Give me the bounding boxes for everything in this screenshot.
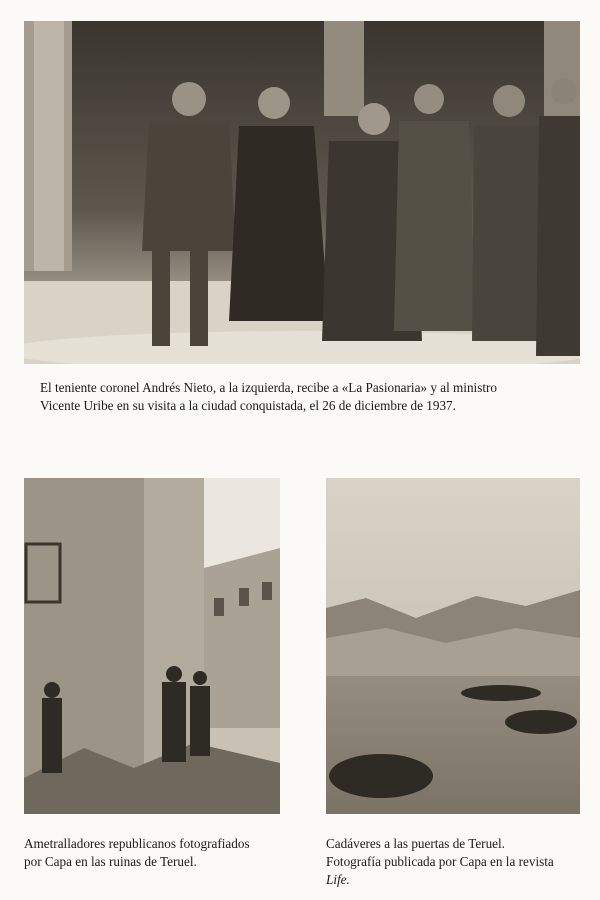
photo-bodies-gates (326, 478, 580, 814)
photo-machine-gunners (24, 478, 280, 814)
caption-bodies-gates-line-1: Cadáveres a las puertas de Teruel. (326, 836, 505, 851)
machine-gunners-image (24, 478, 280, 814)
photo-group-portrait (24, 21, 580, 364)
group-portrait-image (24, 21, 580, 364)
caption-machine-gunners-line-2: por Capa en las ruinas de Teruel. (24, 854, 197, 869)
caption-machine-gunners (24, 835, 250, 871)
caption-bodies-gates-line-3: Life. (326, 872, 350, 887)
caption-group-portrait (40, 379, 497, 415)
caption-group-portrait-line-2: Vicente Uribe en su visita a la ciudad conquistada, el 26 de diciembre de 1937. (40, 398, 456, 413)
caption-bodies-gates (326, 835, 554, 889)
bodies-gates-image (326, 478, 580, 814)
caption-bodies-gates-line-2: Fotografía publicada por Capa en la revista (326, 854, 554, 869)
caption-machine-gunners-line-1: Ametralladores republicanos fotografiados (24, 836, 250, 851)
caption-group-portrait-line-1: El teniente coronel Andrés Nieto, a la izquierda, recibe a «La Pasionaria» y al ministro (40, 380, 498, 395)
